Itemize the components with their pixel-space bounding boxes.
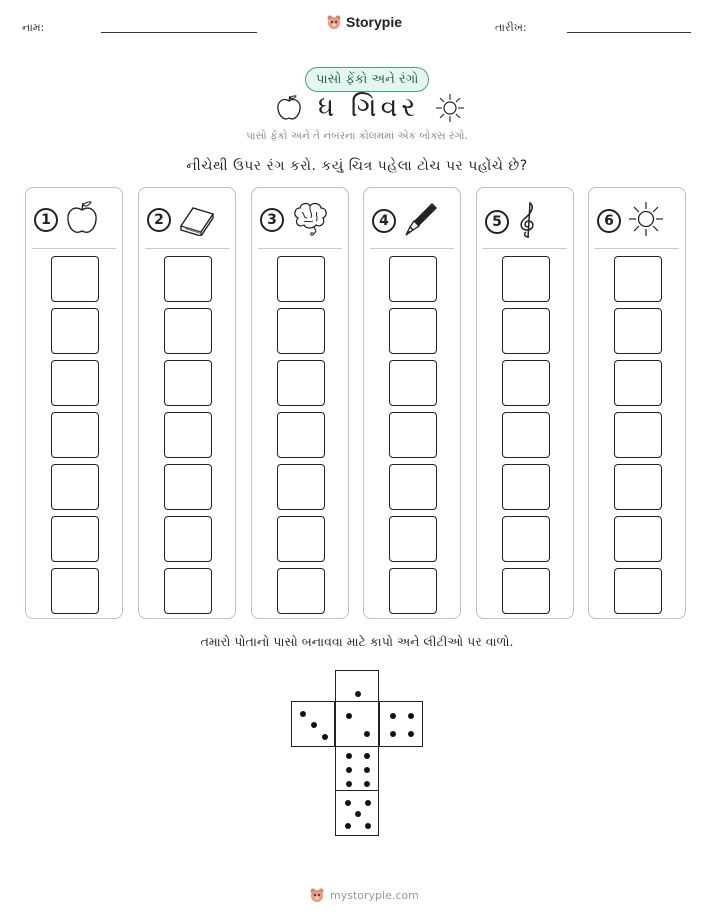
treble-clef-icon bbox=[515, 200, 541, 244]
apple-icon bbox=[276, 94, 302, 122]
brand-name: Storypie bbox=[346, 14, 403, 30]
color-box[interactable] bbox=[614, 568, 662, 614]
color-box[interactable] bbox=[502, 360, 550, 406]
name-label: નામ: bbox=[22, 21, 45, 34]
die-face-2 bbox=[335, 701, 379, 747]
color-box[interactable] bbox=[164, 256, 212, 302]
column-header bbox=[260, 200, 330, 240]
color-box[interactable] bbox=[502, 516, 550, 562]
color-box[interactable] bbox=[502, 568, 550, 614]
sun-icon bbox=[435, 93, 465, 123]
brain-icon bbox=[290, 200, 330, 240]
color-box[interactable] bbox=[164, 464, 212, 510]
die-pip bbox=[322, 734, 328, 740]
color-box[interactable] bbox=[51, 516, 99, 562]
date-label: તારીખ: bbox=[495, 21, 527, 34]
color-box[interactable] bbox=[614, 360, 662, 406]
die-pip bbox=[365, 800, 371, 806]
color-box[interactable] bbox=[389, 516, 437, 562]
die-pip bbox=[311, 722, 317, 728]
die-pip bbox=[355, 691, 361, 697]
die-pip bbox=[364, 767, 370, 773]
column-header bbox=[597, 200, 665, 242]
die-pip bbox=[355, 811, 361, 817]
color-box[interactable] bbox=[277, 516, 325, 562]
book-icon bbox=[177, 200, 217, 240]
title-row bbox=[276, 92, 465, 124]
die-pip bbox=[345, 823, 351, 829]
column-divider bbox=[258, 248, 342, 249]
column-number: 2 bbox=[147, 208, 171, 232]
color-box[interactable] bbox=[502, 464, 550, 510]
die-pip bbox=[365, 823, 371, 829]
date-line[interactable] bbox=[567, 32, 691, 33]
column-header bbox=[485, 200, 541, 244]
column-divider bbox=[370, 248, 454, 249]
footer-url[interactable]: mystorypie.com bbox=[330, 888, 419, 902]
color-box[interactable] bbox=[277, 464, 325, 510]
brand-logo bbox=[326, 14, 402, 30]
column-number: 3 bbox=[260, 208, 284, 232]
subtitle: પાસો ફેંકો અને તે નંબરના કોલમમાં એક બોક્સ રંગો. bbox=[246, 130, 468, 142]
die-face-6 bbox=[335, 746, 379, 792]
column-number: 5 bbox=[485, 210, 509, 234]
color-box[interactable] bbox=[502, 308, 550, 354]
color-box[interactable] bbox=[277, 256, 325, 302]
page-title: ધ ગિવર bbox=[318, 92, 420, 123]
color-box[interactable] bbox=[51, 412, 99, 458]
fountain-pen-icon bbox=[402, 200, 440, 242]
color-box[interactable] bbox=[164, 360, 212, 406]
storypie-bear-icon bbox=[326, 14, 342, 30]
die-pip bbox=[364, 753, 370, 759]
die-pip bbox=[345, 800, 351, 806]
color-box[interactable] bbox=[51, 256, 99, 302]
color-box[interactable] bbox=[51, 360, 99, 406]
die-pip bbox=[364, 781, 370, 787]
column-number: 4 bbox=[372, 209, 396, 233]
footer bbox=[309, 887, 419, 903]
column-divider bbox=[483, 248, 567, 249]
color-box[interactable] bbox=[614, 516, 662, 562]
die-pip bbox=[346, 753, 352, 759]
column-header bbox=[147, 200, 217, 240]
color-box[interactable] bbox=[389, 568, 437, 614]
die-pip bbox=[300, 711, 306, 717]
die-pip bbox=[408, 731, 414, 737]
color-box[interactable] bbox=[277, 308, 325, 354]
color-box[interactable] bbox=[164, 568, 212, 614]
column-divider bbox=[145, 248, 229, 249]
column-5 bbox=[476, 187, 574, 619]
die-face-5 bbox=[335, 790, 379, 836]
die-pip bbox=[346, 781, 352, 787]
color-box[interactable] bbox=[51, 308, 99, 354]
color-box[interactable] bbox=[389, 360, 437, 406]
die-pip bbox=[390, 731, 396, 737]
color-box[interactable] bbox=[502, 412, 550, 458]
column-3 bbox=[251, 187, 349, 619]
color-box[interactable] bbox=[389, 464, 437, 510]
color-box[interactable] bbox=[389, 308, 437, 354]
color-box[interactable] bbox=[614, 464, 662, 510]
color-box[interactable] bbox=[277, 360, 325, 406]
column-number: 6 bbox=[597, 209, 621, 233]
color-box[interactable] bbox=[614, 412, 662, 458]
color-box[interactable] bbox=[389, 412, 437, 458]
column-4 bbox=[363, 187, 461, 619]
instruction: નીચેથી ઉપર રંગ કરો. કયું ચિત્ર પહેલા ટોચ પર પહોંચે છે? bbox=[186, 158, 528, 174]
die-pip bbox=[408, 713, 414, 719]
color-box[interactable] bbox=[164, 308, 212, 354]
apple-icon bbox=[64, 200, 100, 240]
column-divider bbox=[595, 248, 679, 249]
column-6 bbox=[588, 187, 686, 619]
color-box[interactable] bbox=[277, 412, 325, 458]
color-box[interactable] bbox=[277, 568, 325, 614]
die-face-4 bbox=[379, 701, 423, 747]
game-type-pill: પાસો ફેંકો અને રંગો bbox=[305, 67, 429, 92]
sun-icon bbox=[627, 200, 665, 242]
column-header bbox=[372, 200, 440, 242]
column-1 bbox=[25, 187, 123, 619]
column-2 bbox=[138, 187, 236, 619]
color-box[interactable] bbox=[164, 412, 212, 458]
storypie-bear-icon bbox=[309, 887, 325, 903]
column-divider bbox=[32, 248, 116, 249]
color-box[interactable] bbox=[614, 256, 662, 302]
die-pip bbox=[390, 713, 396, 719]
color-box[interactable] bbox=[51, 464, 99, 510]
die-pip bbox=[346, 713, 352, 719]
column-number: 1 bbox=[34, 208, 58, 232]
color-box[interactable] bbox=[502, 256, 550, 302]
cut-instruction: તમારો પોતાનો પાસો બનાવવા માટે કાપો અને લીટીઓ પર વાળો. bbox=[200, 634, 514, 649]
color-box[interactable] bbox=[614, 308, 662, 354]
color-box[interactable] bbox=[389, 256, 437, 302]
color-box[interactable] bbox=[51, 568, 99, 614]
color-box[interactable] bbox=[164, 516, 212, 562]
column-header bbox=[34, 200, 100, 240]
name-line[interactable] bbox=[101, 32, 257, 33]
die-face-3 bbox=[291, 701, 335, 747]
die-pip bbox=[346, 767, 352, 773]
die-pip bbox=[364, 731, 370, 737]
